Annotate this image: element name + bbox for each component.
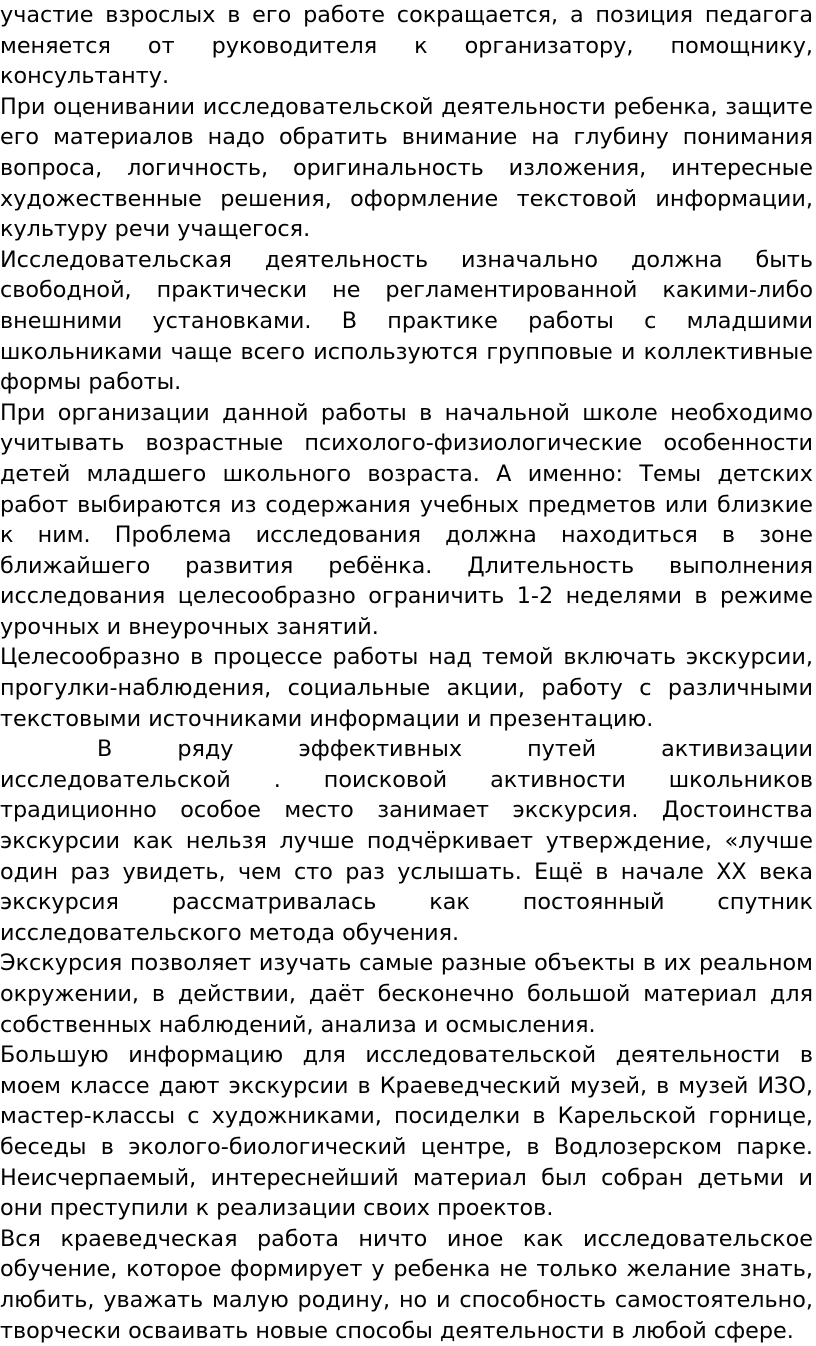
paragraph-age-features: При организации данной работы в начальной школе необходимо учитывать возрастные психолого-физиологические особенности детей младшего школьного возраста. А именно: Темы детских работ выбираются из содержания учебных предметов или близкие к ним. Проблема исследования должна находиться в зоне ближайшего развития ребёнка. Длительность выполнения исследования целесообразно ограничить 1-2 неделями в режиме урочных и внеурочных занятий. xyxy=(0,399,813,640)
paragraph-class-excursions: Большую информацию для исследовательской деятельности в моем классе дают экскурсии в Краеведческий музей, в музей ИЗО, мастер-классы с художниками, посиделки в Карельской горнице, беседы в эколого-биологический центре, в Водлозерском парке. Неисчерпаемый, интереснейший материал был собран детьми и они преступили к реализации своих проектов. xyxy=(0,1042,813,1222)
paragraph-free-research: Исследовательская деятельность изначально должна быть свободной, практически не регламентированной какими-либо внешними установками. В практике работы с младшими школьниками чаще всего используются групповые и коллективные формы работы. xyxy=(0,246,813,396)
paragraph-excursion-benefits: Экскурсия позволяет изучать самые разные объекты в их реальном окружении, в действии, даёт бесконечно большой материал для собственных наблюдений, анализа и осмысления. xyxy=(0,950,813,1038)
paragraph-teacher-role: участие взрослых в его работе сокращается, а позиция педагога меняется от руководителя к организатору, помощнику, консультанту. xyxy=(0,2,813,90)
paragraph-evaluation: При оценивании исследовательской деятельности ребенка, защите его материалов надо обратить внимание на глубину понимания вопроса, логичность, оригинальность изложения, интересные художественные решения, оформление текстовой информации, культуру речи учащегося. xyxy=(0,93,813,243)
paragraph-excursion-role: В ряду эффективных путей активизации исследовательской . поисковой активности школьников традиционно особое место занимает экскурсия. Достоинства экскурсии как нельзя лучше подчёркивает утверждение, «лучше один раз увидеть, чем сто раз услышать. Ещё в начале XX века экскурсия рассматривалась как постоянный спутник исследовательского метода обучения. xyxy=(0,736,813,946)
paragraph-excursions-include: Целесообразно в процессе работы над темой включать экскурсии, прогулки-наблюдения, социальные акции, работу с различными текстовыми источниками информации и презентацию. xyxy=(0,644,813,732)
paragraph-local-history: Вся краеведческая работа ничто иное как исследовательское обучение, которое формирует у ребенка не только желание знать, любить, уважать малую родину, но и способность самостоятельно, творчески осваивать новые способы деятельности в любой сфере. xyxy=(0,1225,813,1344)
